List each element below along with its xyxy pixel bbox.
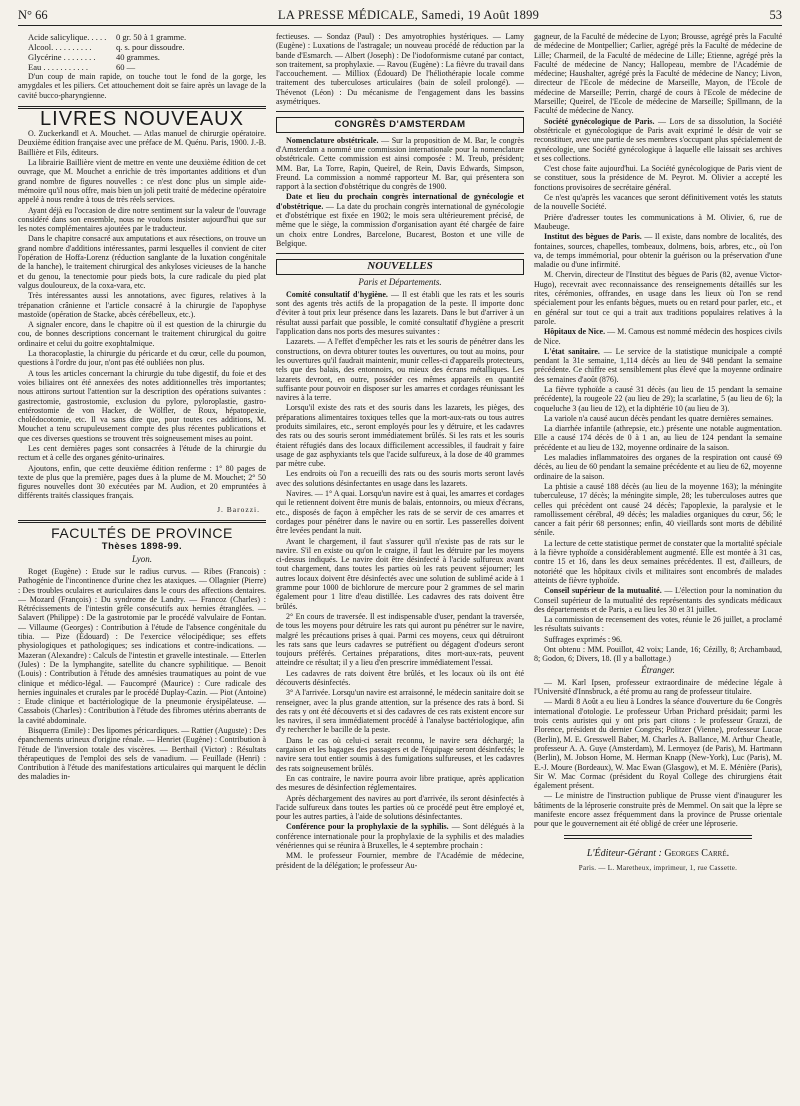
subsection-title-etranger: Étranger. (641, 664, 675, 675)
issue-number: N° 66 (18, 8, 48, 22)
paragraph: — Le ministre de l'instruction publique de Prusse vient d'inaugurer les bâtiments de la léproserie construite près de Memmel. On sait que la lèpre se manifeste encore assez fréquemment dans la province de Prusse orientale pour que le gouvernement ait été obligé de créer une léproserie. (534, 791, 782, 829)
paragraph: — M. Karl Ipsen, professeur extraordinaire de médecine légale à l'Université d'Innsbruck, a été promu au rang de professeur titulaire. (534, 677, 782, 697)
paragraph: Prière d'adresser toutes les communications à M. Olivier, 6, rue de Maubeuge. (534, 212, 782, 231)
paragraph: La fièvre typhoïde a causé 31 décès (au lieu de 15 pendant la semaine précédente), la rougeole 22 (au lieu de 29); la scarlatine, 5 (au lieu de 6); la coqueluche 3 (au lieu de 12), et la diphtérie 10 (au lieu de 3). (534, 384, 782, 413)
paragraph: L'état sanitaire. — Le service de la statistique municipale a compté pendant la 31e semaine, 1,114 décès au lieu de 948 pendant la semaine précédente. Ce chiffre est sensiblement plus élevé que la moyenne ordinaire des semaines d'août (876). (534, 346, 782, 384)
paragraph: La diarrhée infantile (athrepsie, etc.) présente une notable augmentation. Elle a causé 174 décès de 0 à 1 an, au lieu de 124 pendant la semaine précédente et au lieu de 132, moyenne ordinaire de la saison. (534, 424, 782, 452)
editor-name: Georges Carré. (664, 847, 730, 859)
city-heading: Lyon. (132, 553, 152, 564)
page-number: 53 (769, 8, 782, 22)
paragraph: Hôpitaux de Nice. — M. Camous est nommé médecin des hospices civils de Nice. (534, 327, 782, 346)
paragraph: Navires. — 1° A quai. Lorsqu'un navire est à quai, les amarres et cordages qui le retiennent doivent être munis de balais, entonnoirs, ou mieux d'écrans, etc., disposés de façon à empêcher les rats de se servir de ces amarres et cordages pour pénétrer dans le navire ou en sortir. Les passerelles doivent être levées pendant la nuit. (276, 489, 524, 536)
closing-rule (564, 835, 752, 839)
paragraph: Conseil supérieur de la mutualité. — L'élection pour la nomination du Conseil supérieur de la mutualité des représentants des syndicats médicaux des départements et de Paris, a eu lieu les 30 et 31 juillet. (534, 586, 782, 614)
paragraph: Les cent dernières pages sont consacrées à l'étude de la chirurgie du rectum et à celle des organes génito-urinaires. (18, 443, 266, 463)
newspaper-page (18, 8, 782, 1098)
section-title-livres: LIVRES NOUVEAUX (40, 107, 244, 130)
page-header (18, 8, 782, 26)
paragraph: La thoracoplastie, la chirurgie du péricarde et du cœur, celle du poumon, questions à l'ordre du jour, n'ont pas été oubliées non plus. (18, 349, 266, 368)
paragraph: Après déchargement des navires au port d'arrivée, ils seront désinfectés à l'acide sulfureux dans toutes les parties où ce procédé peut être employé et, pour les autres parties, à l'aide de solutions désinfectantes. (276, 793, 524, 822)
subsection-title: Thèses 1898-99. (101, 541, 183, 553)
paragraph: gagneur, de la Faculté de médecine de Lyon; Brousse, agrégé près la Faculté de médecine de Montpellier; Carlier, agrégé près la Faculté de médecine de Lille; Charmeil, de la Faculté de médecine de Lille; Etienne, agrégé près la Faculté de médecine de Nancy; Hallopeau, membre de l'Académie de médecine; Haushalter, agrégé près la Faculté de médecine de Nancy; Livon, directeur de l'Ecole de médecine de Marseille, Mayon, de l'Ecole de médecine de Marseille; Perrin, chargé de cours à l'Ecole de médecine de Marseille; Queirel, de l'Ecole de médecine de Marseille; Spillmann, de la Faculté de médecine de Nancy. (534, 32, 782, 116)
journal-title: LA PRESSE MÉDICALE, Samedi, 19 Août 1899 (277, 8, 540, 22)
section-title-congres: CONGRÈS D'AMSTERDAM (276, 117, 524, 132)
paragraph: C'est chose faite aujourd'hui. La Société gynécologique de Paris vient de se constituer, sous la présidence de M. Peyrot. M. Olivier a accepté les fonctions provisoires de secrétaire général. (534, 164, 782, 192)
paragraph: Nomenclature obstétricale. — Sur la proposition de M. Bar, le congrès d'Amsterdam a nommé une commission internationale pour la nomenclature obstétricale. Cette commission est ainsi composée : M. Treub, président; MM. Bar, La Torre, Rapin, Queirel, de Rein, Davis Edwards, Simpson, Freund. La commission a nommé rapporteur M. Bar, qui présentera son rapport à la section d'obstétrique du congrès de 1900. (276, 135, 524, 192)
paragraph: Dans le chapitre consacré aux amputations et aux résections, on trouve un grand nombre d'additions intéressantes, parmi lesquelles il convient de citer l'opération de Hoffa-Lorenz (réduction sanglante de la luxation congénitale de la hanche), le traitement chirurgical des ankyloses vicieuses de la hanche et du genou, la tenectomie pour pieds bots, la cure radicale du pied plat valgus douloureux, de la coxa-vara, etc. (18, 234, 266, 290)
paragraph: Conférence pour la prophylaxie de la syphilis. — Sont délégués à la conférence internationale pour la prophylaxie de la syphilis et des maladies vénériennes qui se réunira à Bruxelles, le 4 septembre prochain : (276, 822, 524, 851)
paragraph: Roget (Eugène) : Etude sur le radius curvus. — Ribes (Francois) : Pathogénie de l'incontinence d'urine chez les ataxiques. — Ollagnier (Pierre) : Des troubles oculaires et auriculaires dans le cours des affections dentaires. — Mozard (François) : Du syndrome de Landry. — Francoz (Charles) : Rétrécissements de l'intestin grêle consécutifs aux hernies étranglées. — Salavert (Philippe) : De la gastrotomie par le procédé valvulaire de Fontan. — Villaume (Georges) : Contribution à l'étude de l'absence congénitale du tibia. — Pize (Édouard) : De l'exercice vélocipédique; ses effets physiologiques et pathologiques; ses indications et contre-indications. — Mazeran (Alexandre) : Calculs de l'intestin et gravelle intestinale. — Etterlen (Jules) : De la lymphangite, satellite du chancre syphilitique. — Benoit (Louis) : Contribution à l'étude des amnésies traumatiques au point de vue clinique et médico-légal. — Faucompré (Maurice) : Cure radicale des hernies inguinales et crurales par le procédé Duplay-Cazin. — Piot (Antoine) : Etude clinique et bactériologique de la pneumonie érysipélateuse. — Cassabois (Charles) : Contribution à l'étude des fibromes utérins aberrants de la cavité abdominale. (18, 566, 266, 725)
paragraph: Date et lieu du prochain congrès international de gynécologie et d'obstétrique. — La date du prochain congrès international de gynécologie et d'obstétrique est fixée en 1902; le mois sera ultérieurement précisé, de même que le siège, la commission d'organisation ayant été chargée de faire un choix entre Londres, Barcelone, Bucarest, Boston et une ville de Belgique. (276, 192, 524, 248)
paragraph: Lazarets. — A l'effet d'empêcher les rats et les souris de pénétrer dans les constructions, on devra obturer toutes les ouvertures, ou tout au moins, pour les ouvertures qu'il faudrait maintenir, munir celles-ci d'appareils protecteurs, tels que des balais, des entonnoirs, ou mieux des écrans métalliques. Les lazarets devront, en outre, posséder ces mêmes appareils en quantité suffisante pour pouvoir en disposer sur les amarres et cordages réunissant les navires à la terre. (276, 337, 524, 403)
paragraph: 3° A l'arrivée. Lorsqu'un navire est arraisonné, le médecin sanitaire doit se renseigner, avec la plus grande attention, sur la présence des rats à bord. Si des rats y ont été découverts et si des cadavres de ces rats existent encore sur les navires, il sera immédiatement procédé à l'analyse bactériologique, afin d'y rechercher le bacille de la peste. (276, 688, 524, 735)
column-2 (276, 32, 524, 1102)
editor-line: L'Éditeur-Gérant : Georges Carré. (586, 847, 730, 859)
paragraph: — Mardi 8 Août a eu lieu à Londres la séance d'ouverture du 6e Congrès international d'otologie. Le professeur Urban Prichard présidait; parmi les trois cents auristes qui y ont pris part citons : le professeur Grazzi, de Florence, président du dernier Congrès; Politzer (Vienne), professeur Lucae (Berlin), M. E. Gresswell Baber, M. Charles A. Ballance, M. Arthur Cheatle, professeur A. A. Guye (Amsterdam), M. Lermoyez (de Paris), M. Hartmann (Berlin), M. Jobson Horne, M. Herman Knapp (New-York), Luc (Paris), M. E.-J. Moure (Bordeaux), W. Mac Ewan (Glasgow), et M. E. Ménière (Paris), Sir W. Mac Cormac (président du Royal College des chirurgiens était également présent. (534, 697, 782, 791)
paragraph: Ajoutons, enfin, que cette deuxième édition renferme : 1° 80 pages de texte de plus que la première, pages dues à la plume de M. Mouchet; 2° 50 figures nouvelles dont 30 exécutées par M. Audion, et 20 empruntées à différents traités classiques français. (18, 463, 266, 501)
paragraph: Institut des bègues de Paris. — Il existe, dans nombre de localités, des fontaines, sources, chapelles, tombeaux, dolmens, bois, arbres, etc., où l'on va, de temps immémorial, pour obtenir la guérison ou la préservation d'une maladie ou d'une infirmité. (534, 232, 782, 270)
paragraph: Ont obtenu : MM. Pouillot, 42 voix; Lande, 16; Cézilly, 8; Archambaud, 8; Godon, 6; Divers, 18. (Il y a ballottage.) (534, 645, 782, 664)
paragraph: En cas contraire, le navire pourra avoir libre pratique, après application des mesures de désinfection réglementaires. (276, 773, 524, 793)
paragraph: Lorsqu'il existe des rats et des souris dans les lazarets, les pièges, des préparations alimentaires toxiques telles que la mort-aux-rats ou tous autres produits similaires, etc., seront employés pour les y détruire, et les cadavres des rats ou des souris seront immédiatement brûlés. Si les rats et les souris étaient réfugiés dans des locaux difficilement accessibles, il faudrait y faire usage de gaz asphyxiants tels que l'acide sulfureux, à la dose de 40 grammes par mètre cube. (276, 403, 524, 469)
paragraph: 2° En cours de traversée. Il est indispensable d'user, pendant la traversée, de tous les moyens pour détruire les rats qui auront pu pénétrer sur le navire, malgré les précautions prises à quai. Parmi ces moyens, ceux qui détruiront les rats sans que leurs cadavres se putréfient ou dégagent d'odeurs seront toujours préférés. Certaines préparations, dites mort-aux-rats, peuvent atteindre ce résultat; il y a lieu d'en prescrire immédiatement l'essai. (276, 611, 524, 668)
paragraph: Ce n'est qu'après les vacances que seront définitivement votés les statuts de la nouvelle Société. (534, 193, 782, 212)
paragraph: Les cadavres de rats doivent être brûlés, et les locaux où ils ont été découverts désinfectés. (276, 668, 524, 687)
paragraph: A signaler encore, dans le chapitre où il est question de la chirurgie du cou, de bonnes descriptions concernant le traitement chirurgical du goitre ordinaire et celui du goitre exophtalmique. (18, 320, 266, 348)
paragraph: La lecture de cette statistique permet de constater que la mortalité spéciale à la fièvre typhoïde a considérablement augmenté. Elle est montée à 31 cas, contre 15 et 16, dans les deux semaines précédentes. Il est, d'ailleurs, de notoriété que les hôpitaux civils et militaires sont encombrés de malades atteints de fièvre typhoïde. (534, 538, 782, 585)
paragraph: Suffrages exprimés : 96. (544, 634, 623, 644)
paragraph: Comité consultatif d'hygiène. — Il est établi que les rats et les souris sont des agents très actifs de la propagation de la peste. Il importe donc d'éviter à tout prix leur présence dans les lazarets. Dans le but d'arriver à un résultat aussi parfait que possible, le comité consultatif d'hygiène a prescrit l'application dans nos ports des mesures suivantes : (276, 289, 524, 337)
paragraph: La commission de recensement des votes, réunie le 26 juillet, a proclamé les résultats suivants : (534, 615, 782, 634)
paragraph: O. Zuckerkandl et A. Mouchet. — Atlas manuel de chirurgie opératoire. Deuxième édition française avec une préface de M. Quénu. Paris, 1900. J.-B. Baillière et Fils, éditeurs. (18, 129, 266, 157)
signature: J. Barozzi. (217, 504, 260, 514)
paragraph: Ayant déjà eu l'occasion de dire notre sentiment sur la valeur de l'ouvrage considéré dans son ensemble, nous ne voulons insister aujourd'hui que sur les notes complémentaires ajoutées par le traducteur. (18, 205, 266, 234)
paragraph: La variole n'a causé aucun décès pendant les quatre dernières semaines. (544, 413, 774, 423)
paragraph: A tous les articles concernant la chirurgie du tube digestif, du foie et des voies biliaires ont été annexées des notes additionnelles très importantes; nous attirons surtout l'attention sur la description des opérations suivantes : gastrectomie, gastrostomie, exclusion du pylore, pyloroplastie, gastro-entérostomie de von Hacker, de Wölfler, de Roux, hépatopexie, cholédocotomie, etc. Il va sans dire que, pour toutes ces additions, M. Mouchet a tenu scrupuleusement compte des plus récentes publications et que ces diverses questions se trouvent très soigneusement mises au point. (18, 368, 266, 443)
section-divider (276, 253, 524, 254)
paragraph: Très intéressantes aussi les annotations, avec figures, relatives à la trépanation crânienne et l'article consacré à la chirurgie de l'apophyse mastoïde (opération de Stacke, abcès cérébelleux, etc.). (18, 291, 266, 319)
paragraph: Société gynécologique de Paris. — Lors de sa dissolution, la Société obstétricale et gynécologique de Paris avait exprimé le désir de voir se reconstituer, avec une partie de ses membres s'occupant plus spécialement de gynécologie, une Société gynécologique à laquelle elle laissait ses archives et ses collections. (534, 116, 782, 163)
column-1 (18, 32, 266, 1102)
subsection-title: Paris et Départements. (358, 276, 442, 287)
paragraph: M. Chervin, directeur de l'Institut des bègues de Paris (82, avenue Victor-Hugo), recevrait avec reconnaissance des renseignements détaillés sur les rites, cérémonies, offrandes, en usage dans les lieux où l'on se rend spécialement pour les enfants bègues, muets ou en retard pour parler, etc., et en général sur tout ce qui a trait aux traditions populaires relatives à la parole. (534, 270, 782, 326)
paragraph: La phtisie a causé 188 décès (au lieu de la moyenne 163); la méningite tuberculeuse, 17 décès; la méningite simple, 28; les tuberculoses autres que celles qui précèdent ont causé 24 décès; l'apoplexie, la paralysie et le ramollissement cérébral, 49 décès; les maladies organiques du cœur, 56; le cancer a fait périr 68 personnes; enfin, 40 vieillards sont morts de débilité sénile. (534, 481, 782, 538)
section-title-facultes: FACULTÉS DE PROVINCE (51, 525, 233, 542)
paragraph: Les maladies inflammatoires des organes de la respiration ont causé 69 décès, au lieu de 60 pendant la semaine précédente et au lieu de 62, moyenne ordinaire de la saison. (534, 453, 782, 481)
printer-line: Paris. — L. Maretheux, imprimeur, 1, rue Cassette. (578, 863, 738, 872)
prescription-formula: Acide salicylique. . . . . 0 gr. 50 à 1 gramme. Alcool. . . . . . . . . . q. s. pour dissoudre. Glycérine . . . . . . . . 40 grammes. Eau . . . . . . . . . . . 60 — (28, 32, 187, 72)
paragraph: Les endroits où l'on a recueilli des rats ou des souris morts seront lavés avec des solutions désinfectantes en usage dans les lazarets. (276, 469, 524, 488)
paragraph: Dans le cas où celui-ci serait reconnu, le navire sera déchargé; la cargaison et les bagages des passagers et de l'équipage seront désinfectés; le navire sera tout entier soumis à des fumigations sulfureuses, et les cadavres des rats soigneusement brûlés. (276, 735, 524, 773)
column-3 (534, 32, 782, 1102)
paragraph: Bisquerra (Emile) : Des lipomes péricardiques. — Rattier (Auguste) : Des épanchements urineux d'origine rénale. — Henriet (Eugène) : Contribution à l'étude de l'inversion totale des viscères. — Berthail (Victor) : Résultats thérapeutiques de l'emploi des sels de vanadium. — Feuillade (Henri) : Contribution à l'étude des manifestations articulaires qui marquent le déclin des maladies in- (18, 726, 266, 782)
paragraph: MM. le professeur Fournier, membre de l'Académie de médecine, président de la délégation; le professeur Au- (276, 851, 524, 870)
section-divider (18, 520, 266, 523)
formula-note: D'un coup de main rapide, on touche tout le fond de la gorge, les amygdales et les piliers. Cet attouchement doit se faire après un lavage de la cavité bucco-pharyngienne. (18, 72, 266, 100)
paragraph: fectieuses. — Sondaz (Paul) : Des amyotrophies hystériques. — Lamy (Eugène) : Luxations de l'astragale; un nouveau procédé de réduction par la bande d'Esmarch. — Albert (Joseph) : De l'iodoformisme cutané par contact, son traitement, sa prophylaxie. — Ravou (Eugène) : La fièvre du travail dans l'accouchement. — Milliox (Édouard) De l'héliothérapie locale comme traitement des tuberculoses articulaires (bain de soleil prolongé). — Thévenot (Léon) : Du mécanisme de l'engagement dans les bassins asymétriques. (276, 32, 524, 107)
paragraph: La librairie Baillière vient de mettre en vente une deuxième édition de cet ouvrage, que M. Mouchet a enrichie de très importantes additions et d'un grand nombre de figures nouvelles : ce n'est donc plus un simple aide-mémoire qu'il nous offre, mais bien un joli petit traité de médecine opératoire appelé à nous rendre à tous de très réels services. (18, 158, 266, 205)
section-title-nouvelles: NOUVELLES (276, 259, 524, 274)
paragraph: Avant le chargement, il faut s'assurer qu'il n'existe pas de rats sur le navire. S'il en existe ou qu'on le craigne, il faut les détruire par les moyens ci-dessus indiqués. Le navire doit être désinfecté à l'acide sulfureux avant tout chargement, dans toutes les parties où les rats peuvent séjourner; les autres locaux doivent être désinfectés avec une solution de sublimé acide à 1 gramme pour 1000 de bichlorure de mercure pour 2 grammes de sel marin également pour 1 litre d'eau distillée. Les cadavres des rats doivent être brûlés. (276, 536, 524, 611)
section-divider (276, 111, 524, 112)
